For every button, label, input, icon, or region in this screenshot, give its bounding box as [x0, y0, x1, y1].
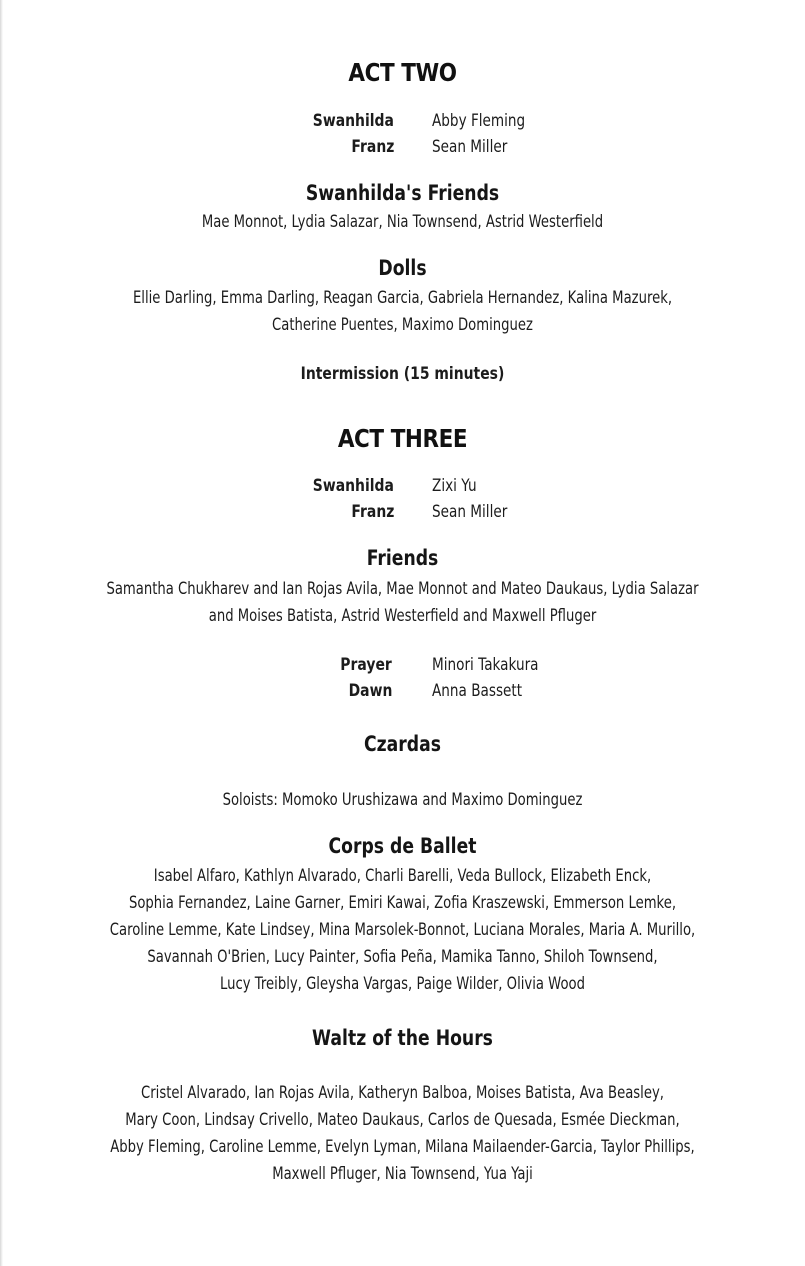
waltz-of-the-hours-list — [81, 1079, 725, 1187]
dancer-name: Abby Fleming — [432, 111, 526, 131]
names-line: Mary Coon, Lindsay Crivello, Mateo Daukaus, Carlos de Quesada, Esmée Dieckman, — [125, 1110, 680, 1129]
names-line: Mae Monnot, Lydia Salazar, Nia Townsend, Astrid Westerfield — [201, 212, 604, 231]
names-line: Caroline Lemme, Kate Lindsey, Mina Marsolek-Bonnot, Luciana Morales, Maria A. Murillo, — [109, 920, 696, 939]
intermission-note: Intermission (15 minutes) — [300, 364, 505, 384]
names-line: Savannah O'Brien, Lucy Painter, Sofia Peña, Mamika Tanno, Shiloh Townsend, — [147, 947, 658, 966]
friends-title: Friends — [366, 546, 439, 570]
swanhildas-friends-list — [81, 208, 725, 235]
corps-de-ballet-list — [81, 862, 725, 997]
dolls-list — [81, 284, 725, 338]
waltz-of-the-hours-title: Waltz of the Hours — [312, 1026, 493, 1050]
principal-row — [0, 108, 805, 134]
dolls-title: Dolls — [378, 256, 427, 280]
dancer-name: Sean Miller — [432, 502, 508, 522]
names-line: Catherine Puentes, Maximo Dominguez — [272, 315, 533, 334]
act-two-title: ACT TWO — [348, 58, 457, 87]
role-name: Swanhilda — [312, 476, 394, 496]
principal-row — [0, 499, 805, 525]
solo-row — [0, 678, 805, 704]
names-line: Isabel Alfaro, Kathlyn Alvarado, Charli Barelli, Veda Bullock, Elizabeth Enck, — [153, 866, 652, 885]
names-line: and Moises Batista, Astrid Westerfield and Maxwell Pfluger — [208, 606, 597, 625]
act-two-principals — [0, 108, 805, 160]
principal-row — [0, 473, 805, 499]
names-line: Ellie Darling, Emma Darling, Reagan Garcia, Gabriela Hernandez, Kalina Mazurek, — [132, 288, 673, 307]
czardas-title: Czardas — [364, 732, 441, 756]
swanhildas-friends-title: Swanhilda's Friends — [305, 181, 500, 205]
names-line: Maxwell Pfluger, Nia Townsend, Yua Yaji — [272, 1164, 533, 1183]
names-line: Samantha Chukharev and Ian Rojas Avila, Mae Monnot and Mateo Daukaus, Lydia Salazar — [106, 579, 699, 598]
names-line: Sophia Fernandez, Laine Garner, Emiri Kawai, Zofia Kraszewski, Emmerson Lemke, — [128, 893, 677, 912]
names-line: Lucy Treibly, Gleysha Vargas, Paige Wilder, Olivia Wood — [220, 974, 585, 993]
solo-row — [0, 652, 805, 678]
friends-list — [81, 575, 725, 629]
page-edge-shadow — [0, 0, 3, 1266]
dancer-name: Minori Takakura — [432, 655, 539, 675]
czardas-soloists — [81, 786, 725, 813]
principal-row — [0, 134, 805, 160]
dancer-name: Anna Bassett — [432, 681, 523, 701]
role-name: Prayer — [340, 655, 392, 675]
names-line: Cristel Alvarado, Ian Rojas Avila, Katheryn Balboa, Moises Batista, Ava Beasley, — [141, 1083, 664, 1102]
dancer-name: Sean Miller — [432, 137, 508, 157]
role-name: Franz — [351, 137, 394, 157]
act-three-principals — [0, 473, 805, 525]
role-name: Swanhilda — [312, 111, 394, 131]
names-line: Abby Fleming, Caroline Lemme, Evelyn Lyman, Milana Mailaender-Garcia, Taylor Phillips, — [110, 1137, 695, 1156]
act-three-solos — [0, 652, 805, 704]
role-name: Franz — [351, 502, 394, 522]
corps-de-ballet-title: Corps de Ballet — [328, 834, 477, 858]
act-three-title: ACT THREE — [337, 424, 468, 453]
dancer-name: Zixi Yu — [432, 476, 477, 496]
names-line: Soloists: Momoko Urushizawa and Maximo Dominguez — [222, 790, 583, 809]
role-name: Dawn — [348, 681, 392, 701]
